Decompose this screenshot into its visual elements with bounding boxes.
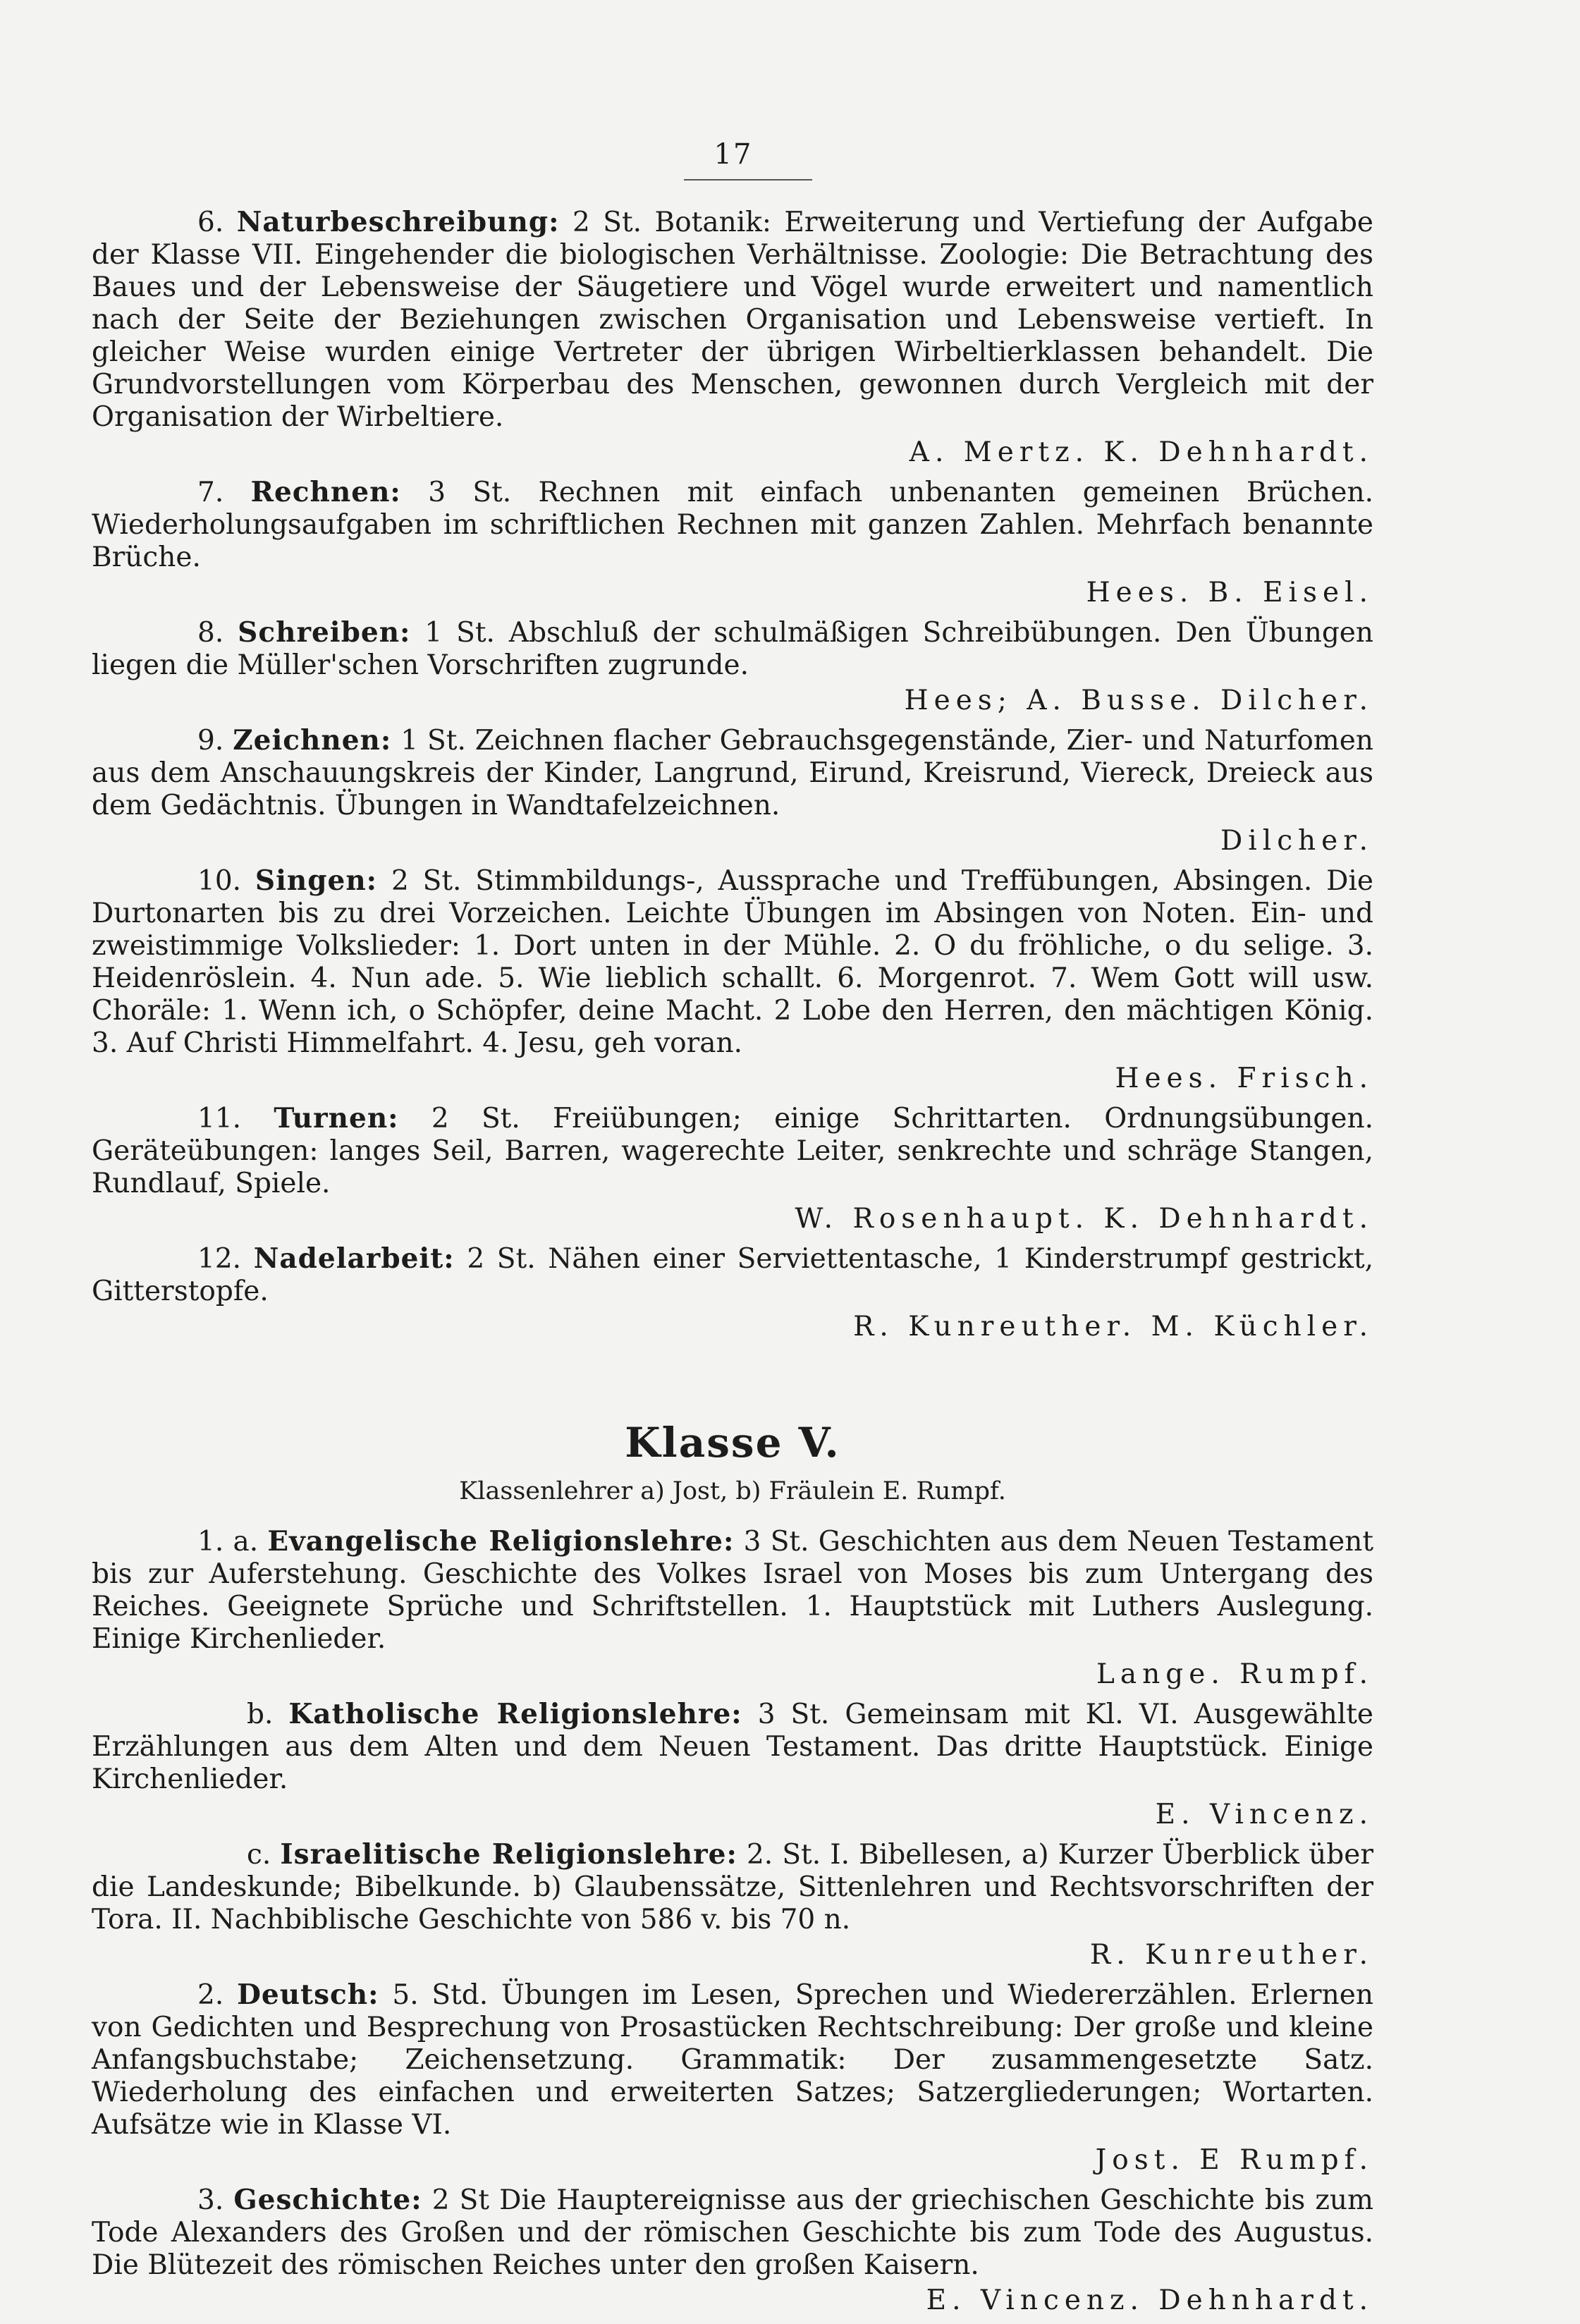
klasse-v-item: 3. Geschichte: 2 St Die Hauptereignisse aus der griechischen Geschichte bis zum Tode Alexanders des Großen und der römischen Geschichte bis zum Tode des Augustus. Die Blütezeit des römischen Reiches unter den großen Kaisern. E. Vincenz. Dehnhardt.: [92, 2184, 1373, 2316]
section-title: Klasse V.: [625, 1419, 840, 1467]
item-text: 3 St. Rechnen mit einfach unbenanten gemeinen Brüchen. Wiederholungsaufgaben im schriftlichen Rechnen mit ganzen Zahlen. Mehrfach benannte Brüche.: [92, 477, 1373, 573]
page-number-rule: [684, 179, 812, 181]
subject-heading: Deutsch:: [237, 1979, 379, 2011]
item-text: 5. Std. Übungen im Lesen, Sprechen und Wiedererzählen. Erlernen von Gedichten und Besprechung von Prosastücken Rechtschreibung: Der große und kleine Anfangsbuchstabe; Zeichensetzung. Grammatik: Der zusammengesetzte Satz. Wiederholung des einfachen und erweiterten Satzes; Satzergliederungen; Wortarten. Aufsätze wie in Klasse VI.: [92, 1979, 1373, 2141]
body-text: [92, 206, 1373, 2324]
teacher-names: R. Kunreuther.: [1089, 1939, 1373, 1971]
item-text: 3 St. Gemeinsam mit Kl. VI. Ausgewählte Erzählungen aus dem Alten und dem Neuen Testament. Das dritte Hauptstück. Einige Kirchenlieder.: [92, 1699, 1373, 1795]
subject-heading: Geschichte:: [233, 2184, 422, 2216]
subject-heading: Naturbeschreibung:: [236, 206, 560, 238]
item-text: 2. St. I. Bibellesen, a) Kurzer Überblick über die Landeskunde; Bibelkunde. b) Glaubenssätze, Sittenlehren und Rechtsvorschriften der Tora. II. Nachbiblische Geschichte von 586 v. bis 70 n.: [92, 1839, 1373, 1935]
klasse-v-item: b. Katholische Religionslehre: 3 St. Gemeinsam mit Kl. VI. Ausgewählte Erzählungen aus dem Alten und dem Neuen Testament. Das dritte Hauptstück. Einige Kirchenlieder. E. Vincenz.: [92, 1698, 1373, 1830]
item-text: 2 St. Freiübungen; einige Schrittarten. Ordnungsübungen. Geräteübungen: langes Seil, Barren, wagerechte Leiter, senkrechte und schräge Stangen, Rundlauf, Spiele.: [92, 1103, 1373, 1199]
klasse-v-item: 1. a. Evangelische Religionslehre: 3 St. Geschichten aus dem Neuen Testament bis zur Auferstehung. Geschichte des Volkes Israel von Moses bis zum Untergang des Reiches. Geeignete Sprüche und Schriftstellen. 1. Hauptstück mit Luthers Auslegung. Einige Kirchenlieder. Lange. Rumpf.: [92, 1525, 1373, 1690]
teacher-names: R. Kunreuther. M. Küchler.: [853, 1311, 1373, 1343]
page-number: 17: [714, 138, 753, 171]
item-text: 2 St. Nähen einer Serviettentasche, 1 Kinderstrumpf gestrickt, Gitterstopfe.: [92, 1243, 1374, 1307]
item-text: 1 St. Zeichnen flacher Gebrauchsgegenstände, Zier- und Naturfomen aus dem Anschauungskreis der Kinder, Langrund, Eirund, Kreisrund, Viereck, Dreieck aus dem Gedächtnis. Übungen in Wandtafelzeichnen.: [92, 725, 1373, 821]
klasse-vi-item: 6. Naturbeschreibung: 2 St. Botanik: Erweiterung und Vertiefung der Aufgabe der Klasse VII. Eingehender die biologischen Verhältnisse. Zoologie: Die Betrachtung des Baues und der Lebensweise der Säugetiere und Vögel wurde erweitert und namentlich nach der Seite der Beziehungen zwischen Organisation und Lebensweise vertieft. In gleicher Weise wurden einige Vertreter der übrigen Wirbeltierklassen behandelt. Die Grundvorstellungen vom Körperbau des Menschen, gewonnen durch Vergleich mit der Organisation der Wirbeltiere. A. Mertz. K. Dehnhardt.: [92, 206, 1373, 468]
subject-heading: Zeichnen:: [233, 724, 392, 757]
section-subtitle: Klassenlehrer a) Jost, b) Fräulein E. Rumpf.: [459, 1477, 1006, 1505]
klasse-vi-item: 7. Rechnen: 3 St. Rechnen mit einfach unbenanten gemeinen Brüchen. Wiederholungsaufgaben im schriftlichen Rechnen mit ganzen Zahlen. Mehrfach benannte Brüche. Hees. B. Eisel.: [92, 476, 1373, 608]
teacher-names: Hees. Frisch.: [1115, 1063, 1373, 1094]
subject-heading: Turnen:: [274, 1102, 399, 1135]
teacher-names: Dilcher.: [1220, 825, 1373, 857]
teacher-names: E. Vincenz.: [1155, 1799, 1373, 1830]
klasse-v-item: 2. Deutsch: 5. Std. Übungen im Lesen, Sprechen und Wiedererzählen. Erlernen von Gedichten und Besprechung von Prosastücken Rechtschreibung: Der große und kleine Anfangsbuchstabe; Zeichensetzung. Grammatik: Der zusammengesetzte Satz. Wiederholung des einfachen und erweiterten Satzes; Satzergliederungen; Wortarten. Aufsätze wie in Klasse VI. Jost. E Rumpf.: [92, 1979, 1373, 2176]
teacher-names: E. Vincenz. Dehnhardt.: [926, 2285, 1373, 2316]
subject-heading: Rechnen:: [250, 476, 401, 508]
klasse-vi-item: 8. Schreiben: 1 St. Abschluß der schulmäßigen Schreibübungen. Den Übungen liegen die Müller'schen Vorschriften zugrunde. Hees; A. Busse. Dilcher.: [92, 616, 1373, 716]
subject-heading: Singen:: [255, 864, 378, 897]
subject-heading: Israelitische Religionslehre:: [280, 1838, 737, 1871]
subject-heading: Schreiben:: [238, 616, 411, 649]
klasse-vi-item: 12. Nadelarbeit: 2 St. Nähen einer Serviettentasche, 1 Kinderstrumpf gestrickt, Gitterstopfe. R. Kunreuther. M. Küchler.: [92, 1242, 1374, 1343]
klasse-vi-item: 10. Singen: 2 St. Stimmbildungs-, Aussprache und Treffübungen, Absingen. Die Durtonarten bis zu drei Vorzeichen. Leichte Übungen im Absingen von Noten. Ein- und zweistimmige Volkslieder: 1. Dort unten in der Mühle. 2. O du fröhliche, o du selige. 3. Heidenröslein. 4. Nun ade. 5. Wie lieblich schallt. 6. Morgenrot. 7. Wem Gott will usw. Choräle: 1. Wenn ich, o Schöpfer, deine Macht. 2 Lobe den Herren, den mächtigen König. 3. Auf Christi Himmelfahrt. 4. Jesu, geh voran. Hees. Frisch.: [92, 864, 1373, 1094]
item-text: 2 St. Stimmbildungs-, Aussprache und Treffübungen, Absingen. Die Durtonarten bis zu drei Vorzeichen. Leichte Übungen im Absingen von Noten. Ein- und zweistimmige Volkslieder: 1. Dort unten in der Mühle. 2. O du fröhliche, o du selige. 3. Heidenröslein. 4. Nun ade. 5. Wie lieblich schallt. 6. Morgenrot. 7. Wem Gott will usw. Choräle: 1. Wenn ich, o Schöpfer, deine Macht. 2 Lobe den Herren, den mächtigen König. 3. Auf Christi Himmelfahrt. 4. Jesu, geh voran.: [92, 865, 1373, 1059]
teacher-names: Hees; A. Busse. Dilcher.: [904, 685, 1373, 716]
klasse-vi-item: 9. Zeichnen: 1 St. Zeichnen flacher Gebrauchsgegenstände, Zier- und Naturfomen aus dem Anschauungskreis der Kinder, Langrund, Eirund, Kreisrund, Viereck, Dreieck aus dem Gedächtnis. Übungen in Wandtafelzeichnen. Dilcher.: [92, 724, 1373, 857]
teacher-names: W. Rosenhaupt. K. Dehnhardt.: [795, 1203, 1373, 1235]
teacher-names: Jost. E Rumpf.: [1095, 2144, 1373, 2176]
teacher-names: A. Mertz. K. Dehnhardt.: [909, 436, 1373, 468]
item-text: 2 St. Botanik: Erweiterung und Vertiefung der Aufgabe der Klasse VII. Eingehender die biologischen Verhältnisse. Zoologie: Die Betrachtung des Baues und der Lebensweise der Säugetiere und Vögel wurde erweitert und namentlich nach der Seite der Beziehungen zwischen Organisation und Lebensweise vertieft. In gleicher Weise wurden einige Vertreter der übrigen Wirbeltierklassen behandelt. Die Grundvorstellungen vom Körperbau des Menschen, gewonnen durch Vergleich mit der Organisation der Wirbeltiere.: [92, 207, 1373, 433]
item-text: 3 St. Geschichten aus dem Neuen Testament bis zur Auferstehung. Geschichte des Volkes Israel von Moses bis zum Untergang des Reiches. Geeignete Sprüche und Schriftstellen. 1. Hauptstück mit Luthers Auslegung. Einige Kirchenlieder.: [92, 1526, 1373, 1655]
klasse-vi-item: 11. Turnen: 2 St. Freiübungen; einige Schrittarten. Ordnungsübungen. Geräteübungen: langes Seil, Barren, wagerechte Leiter, senkrechte und schräge Stangen, Rundlauf, Spiele. W. Rosenhaupt. K. Dehnhardt.: [92, 1102, 1373, 1235]
subject-heading: Nadelarbeit:: [253, 1242, 455, 1275]
klasse-v-item: c. Israelitische Religionslehre: 2. St. I. Bibellesen, a) Kurzer Überblick über die Landeskunde; Bibelkunde. b) Glaubenssätze, Sittenlehren und Rechtsvorschriften der Tora. II. Nachbiblische Geschichte von 586 v. bis 70 n. R. Kunreuther.: [92, 1838, 1373, 1971]
teacher-names: Lange. Rumpf.: [1096, 1658, 1373, 1690]
item-text: 1 St. Abschluß der schulmäßigen Schreibübungen. Den Übungen liegen die Müller'schen Vorschriften zugrunde.: [92, 617, 1373, 681]
subject-heading: Katholische Religionslehre:: [288, 1698, 742, 1730]
teacher-names: Hees. B. Eisel.: [1086, 577, 1373, 608]
subject-heading: Evangelische Religionslehre:: [267, 1525, 735, 1558]
item-text: 2 St Die Hauptereignisse aus der griechischen Geschichte bis zum Tode Alexanders des Großen und der römischen Geschichte bis zum Tode des Augustus. Die Blütezeit des römischen Reiches unter den großen Kaisern.: [92, 2184, 1373, 2281]
